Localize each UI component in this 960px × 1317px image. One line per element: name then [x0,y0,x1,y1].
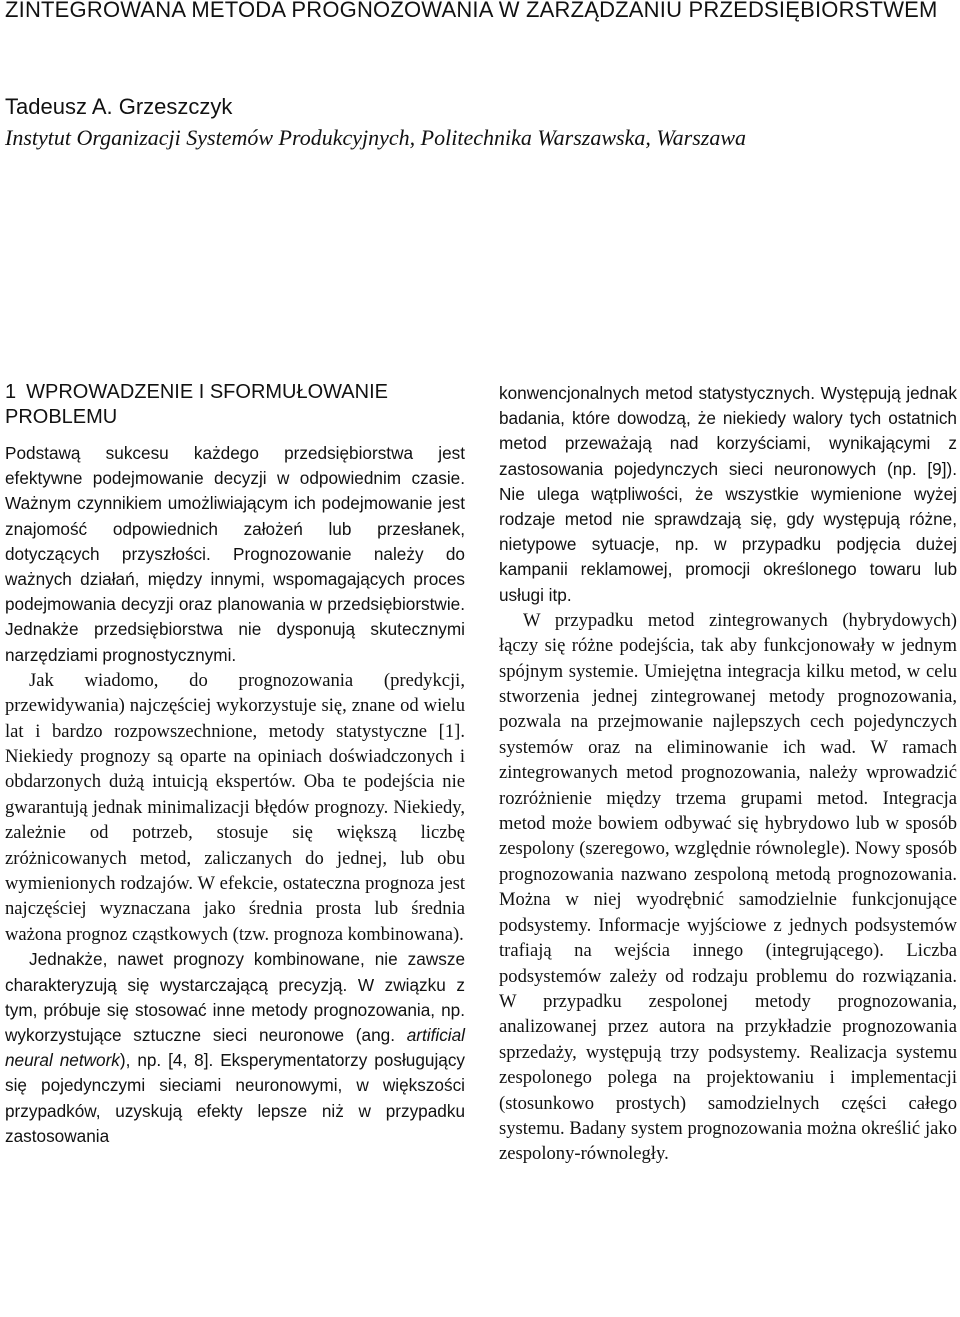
paragraph-neural-text-a: Jednakże, nawet prognozy kombinowane, nie zawsze charakteryzują się wystarczającą precyzją. W związku z tym, próbuje się stosować inne metody prognozowania, np. wykorzystujące sztuczne sieci neuronowe (ang. [5,949,465,1045]
paragraph-methods: Jak wiadomo, do prognozowania (predykcji, przewidywania) najczęściej wykorzystuje się, znane od wielu lat i bardzo rozpowszechnione, metody statystyczne [1]. Niekiedy prognozy są oparte na opiniach doświadczonych i obdarzonych dużą intuicją ekspertów. Oba te podejścia nie gwarantują jednak minimalizacji błędów prognozy. Niekiedy, zależnie od potrzeb, stosuje się większą liczbę zróżnicowanych metod, zaliczanych do jednej, lub obu wymienionych rodzajów. W efekcie, ostateczna prognoza jest najczęściej wyznaczana jako średnia prosta lub średnia ważona prognoz cząstkowych (tzw. prognoza kombinowana). [5,669,465,945]
author-affiliation: Instytut Organizacji Systemów Produkcyjnych, Politechnika Warszawska, Warszawa [5,125,747,150]
right-column [499,381,957,1167]
paragraph-neural-text-b: ), np. [4, 8]. Eksperymentatorzy posługujący się pojedynczymi sieciami neuronowymi, w większości przypadków, uzyskują efekty lepsze niż w przypadku zastosowania [5,1050,466,1146]
paragraph-intro: Podstawą sukcesu każdego przedsiębiorstwa jest efektywne podejmowanie decyzji w odpowiednim czasie. Ważnym czynnikiem umożliwiającym ich podejmowanie jest znajomość odpowiednich założeń lub przesłanek, dotyczących przyszłości. Prognozowanie należy do ważnych działań, między innymi, wspomagających proces podejmowania decyzji oraz planowania w przedsiębiorstwie. Jednakże przedsiębiorstwa nie dysponują skutecznymi narzędziami prognostycznymi. [5,443,465,665]
section-heading [5,380,465,429]
paragraph-integrated-methods: W przypadku metod zintegrowanych (hybrydowych) łączy się różne podejścia, tak aby funkcjonowały w jednym spójnym systemie. Umiejętna integracja kilku metod, w celu stworzenia jednej zintegrowanej metody prognozowania, pozwala na przejmowanie najlepszych cech pojedynczych systemów oraz na eliminowanie ich wad. W ramach zintegrowanych metod prognozowania, należy wprowadzić rozróżnienie między trzema grupami metod. Integracja metod może bowiem odbywać się hybrydowo lub w sposób zespolony (szeregowo, względnie równolegle). Nowy sposób prognozowania nazwano zespoloną metodą prognozowania. Można w niej wyodrębnić samodzielnie funkcjonujące podsystemy. Informacje wyjściowe z jednych podsystemów trafiają na wejścia innego (integrującego). Liczba podsystemów zależy od rodzaju problemu do rozwiązania. W przypadku zespolonej metody prognozowania, analizowanej przez autora na przykładzie prognozowania sprzedaży, występują trzy podsystemy. Realizacja systemu zespolonego polega na projektowaniu i implementacji (stosunkowo prostych) samodzielnych części całego systemu. Badany system prognozowania można określić jako zespolony-równoległy. [499,609,957,1165]
paper-title: ZINTEGROWANA METODA PROGNOZOWANIA W ZARZĄDZANIU PRZEDSIĘBIORSTWEM [5,0,938,22]
section-number: 1 [5,381,17,403]
term-artificial-neural-network: artificial neural network [5,1024,465,1071]
left-column [5,380,465,1149]
author-name: Tadeusz A. Grzeszczyk [5,94,233,119]
paragraph-continued: konwencjonalnych metod statystycznych. Występują jednak badania, które dowodzą, że niekiedy walory tych ostatnich metod przeważają nad korzyściami, wynikającymi z zastosowania pojedynczych sieci neuronowych (np. [9]). Nie ulega wątpliwości, że wszystkie wymienione wyżej rodzaje metod nie sprawdzają się, gdy występują różne, nietypowe sytuacje, np. w przypadku podjęcia dużej kampanii reklamowej, promocji określonego towaru lub usługi itp. [499,383,957,605]
section-title: WPROWADZENIE I SFORMUŁOWANIE PROBLEMU [5,381,388,428]
paragraph-neural-networks [5,947,465,1149]
